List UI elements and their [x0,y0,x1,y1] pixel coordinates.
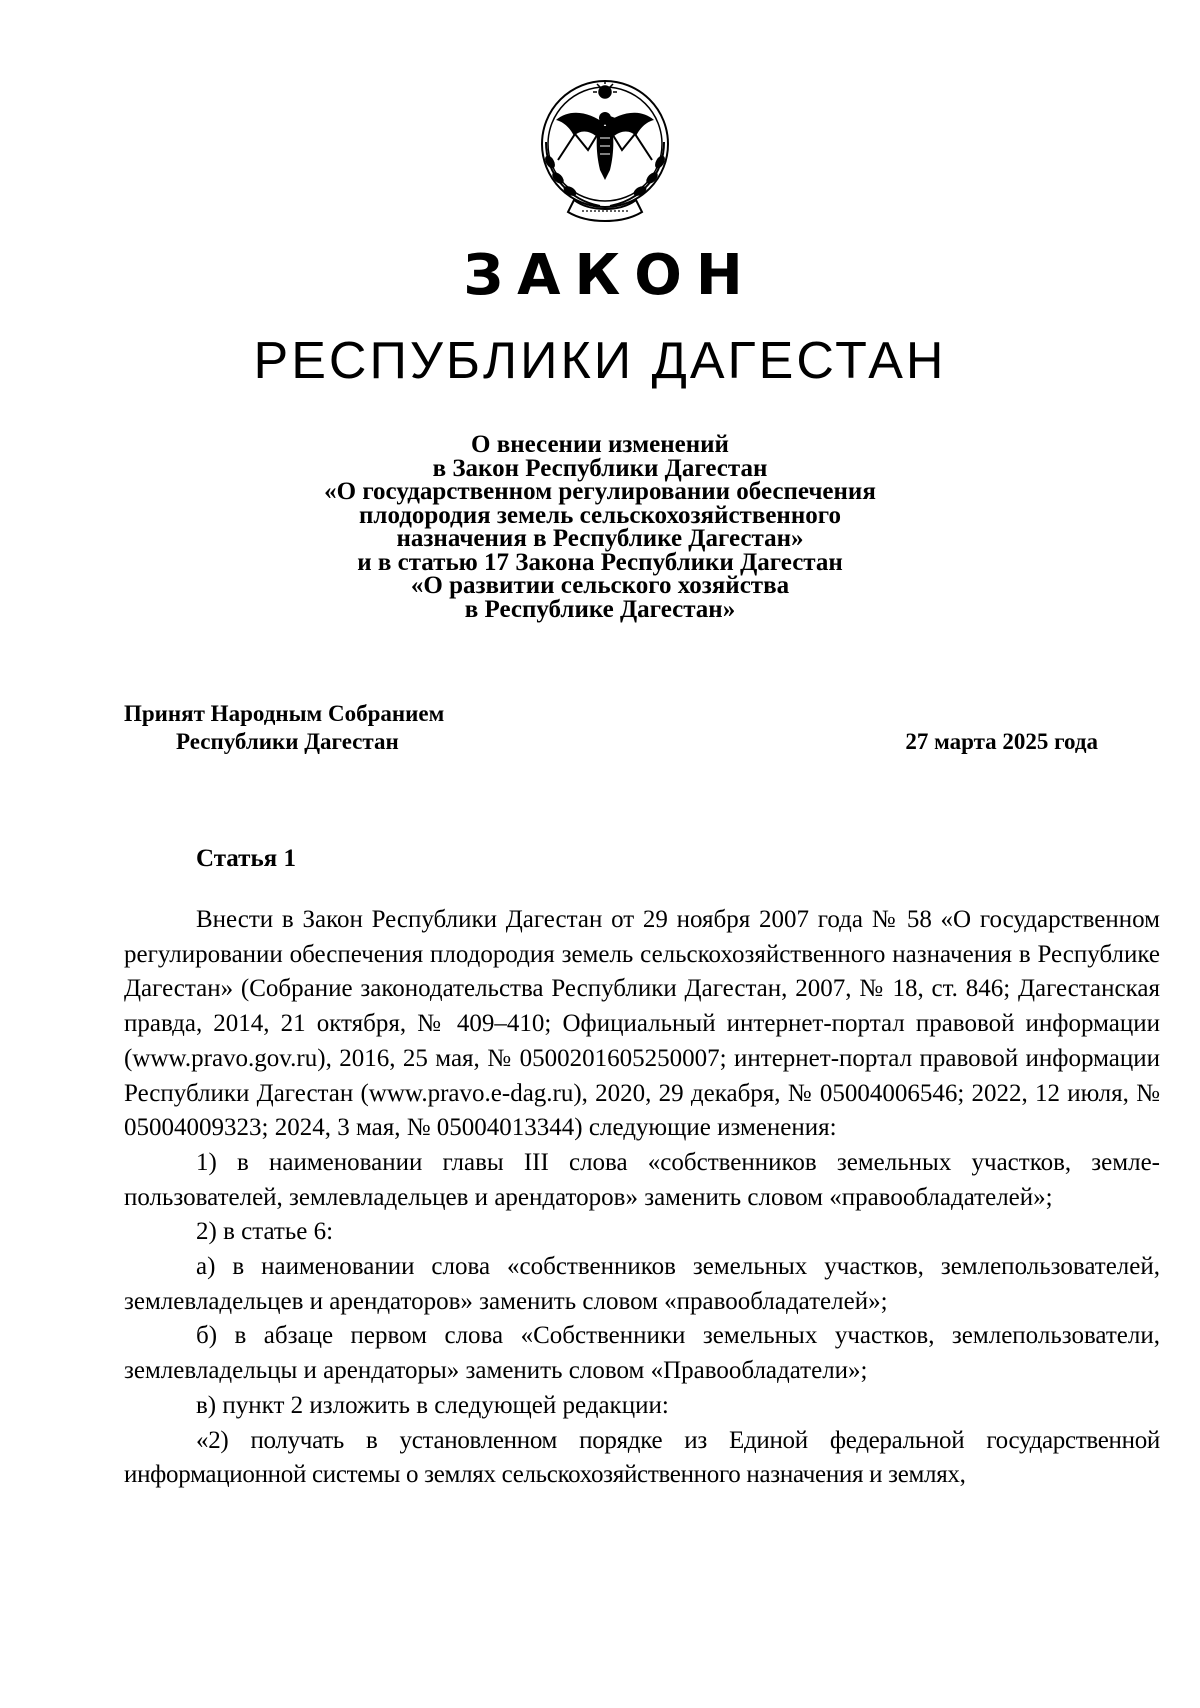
adoption-date: 27 марта 2025 года [905,729,1098,754]
article-body [124,903,1160,1493]
subject-line: плодородия земель сельскохозяйственного [359,501,841,529]
adoption-line: Принят Народным Собранием [124,701,445,726]
article-paragraph: а) в наименовании слова «собственников земельных участков, землепользователей, землевладельцев и арендаторов» заменить словом «правообладателей»; [124,1253,1160,1315]
document-title: ЗАКОН [463,243,757,308]
subject-line: «О государственном регулировании обеспечения [324,478,876,505]
subject-line: «О развитии сельского хозяйства [410,572,790,599]
article-paragraph: б) в абзаце первом слова «Собственники земельных участков, землепользователи, землевладельцы и арендаторы» заменить словом «Правообладатели»; [124,1322,1160,1385]
adoption-statement [124,700,444,756]
subject-line: в Закон Республики Дагестан [432,454,768,482]
subject-line: О внесении изменений [471,431,729,458]
document-subtitle: РЕСПУБЛИКИ ДАГЕСТАН [253,332,947,390]
article-paragraph: в) пункт 2 изложить в следующей редакции: [196,1391,669,1419]
law-subject [0,433,1200,621]
subject-line: в Республике Дагестан» [464,595,736,623]
subject-line: и в статью 17 Закона Республики Дагестан [357,548,843,576]
coat-of-arms-emblem [530,72,680,228]
article-paragraph: Внести в Закон Республики Дагестан от 29 ноября 2007 года № 58 «О государственном регулировании обеспечения плодородия земель сельскохозяйственного назначения в Республике Дагестан» (Собрание законодательства Республики Дагестан, 2007, № 18, ст. 846; Дагестанская правда, 2014, 21 октября, № 409–410; Официальный интернет-портал правовой информации (www.pravo.gov.ru), 2016, 25 мая, № 0500201605250007; интернет-портал правовой информации Республики Дагестан (www.pravo.e-dag.ru), 2020, 29 декабря, № 05004006546; 2022, 12 июля, № 05004009323; 2024, 3 мая, № 05004013344) следующие изменения: [124,906,1160,1142]
subject-line: назначения в Республике Дагестан» [396,525,804,552]
adoption-line: Республики Дагестан [176,729,399,754]
article-paragraph: 2) в статье 6: [196,1218,334,1246]
article-paragraph: 1) в наименовании главы III слова «собственников земельных участков, землепользователей, землевладельцев и арендаторов» заменить словом «правообладателей»; [124,1148,1160,1211]
article-paragraph: «2) получать в установленном порядке из Единой федеральной государственной информационной системы о землях сельскохозяйственного назначения и землях, [124,1426,1160,1489]
article-heading: Статья 1 [196,845,296,872]
